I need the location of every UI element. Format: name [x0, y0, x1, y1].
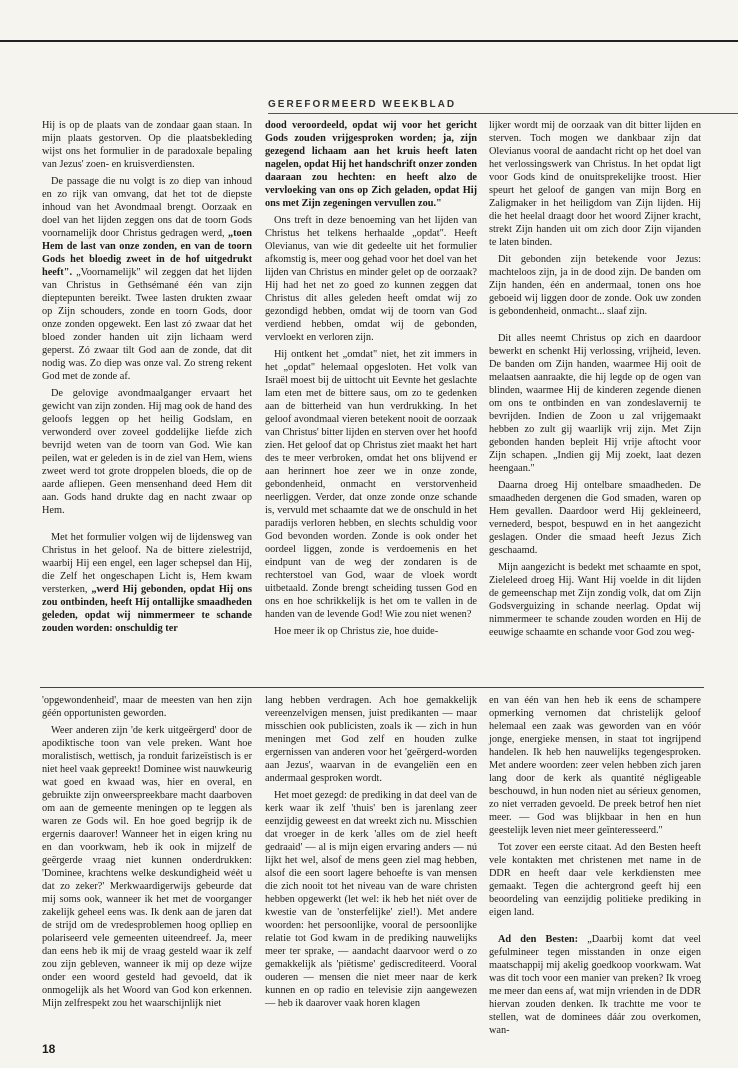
top-rule	[0, 40, 738, 42]
paragraph: De passage die nu volgt is zo diep van inhoud en zo rijk van omvang, dat het tot de diepste inhoud van het Avondmaal brengt. Oorzaak en doel van het lijden zeggen ons dat de toorn Gods voornamelijk door Christus gedragen werd, „toen Hem de last van onze zonden, en van de toorn Gods het bloedig zweet in de hof uitgedrukt heeft". „Voornamelijk" wil zeggen dat het lijden van Christus in Gethsémané één van zijn dieptepunten bereikt. Twee lasten drukten zwaar op Zijn schouders, zonde en toorn Gods, door onze zonden opgewekt. Een last zó zwaar dat het bloed zonder handen uit zijn lichaam werd geperst. Zó zwaar tilt God aan de zonde, dat dit nodig was. Zo diep was onze val. Zo streng rekent God met de zonde af.	[42, 176, 253, 382]
paragraph: Daarna droeg Hij ontelbare smaadheden. De smaadheden dergenen die God smaden, waren op Hem gevallen. Daardoor werd Hij gekleineerd, vernederd, bespot, bespuwd en in het aangezicht geslagen. Onder die smaad heeft Jezus Zich geschaamd.	[489, 480, 701, 556]
column-5	[265, 694, 477, 1014]
paragraph: 'opgewondenheid', maar de meesten van hen zijn géén opportunisten geworden.	[42, 695, 252, 719]
paragraph: dood veroordeeld, opdat wij voor het gericht Gods zouden vrijgesproken worden; ja, zijn gezegend lichaam aan het kruis heeft laten nagelen, opdat Hij het handschrift onzer zonden daaraan zou hechten: en heeft alzo de vervloeking van ons op Zich geladen, opdat Hij ons met Zijn zegeningen vervullen zou."	[265, 120, 477, 209]
header-rule	[268, 113, 738, 114]
paragraph: Weer anderen zijn 'de kerk uitgeërgerd' door de apodiktische toon van vele preken. Want hoe moralistisch, wettisch, ja ronduit farizeïstisch is er niet heel vaak gepreekt! Dominee wist nauwkeurig wat goed en kwaad was, hier en overal, en gebruikte zijn onweerspreekbare macht daarboven om aan de gemeente meningen op te leggen als waren ze Gods wil. En hoe goed begrijp ik de ergernis daarover! Wanneer het in eigen kring nu en dan voorkwam, heb ik ook in mijzelf de geërgerde vraag niet kunnen onderdrukken: 'Dominee, krachtens welke deskundigheid wéét u dat zo zeker?' Merkwaardigerwijs gebeurde dat mij soms ook, wanneer ik het met de voorganger zakelijk geheel eens was. Ik denk aan de jaren dat de strijd om de vredesproblemen hoog oplliep en polariseerd vele gemeenten uiteendreef. Ja, meer dan eens heb ik mij de vraag gesteld waar ik zelf zou zijn gebleven, wanneer ik mij op deze wijze onder een woord gesteld had gevoeld, dat ik onmogelijk als het Woord van God kon erkennen. Mijn zelfrespekt zou het waarschijnlijk niet	[42, 725, 252, 1009]
paragraph: Hij is op de plaats van de zondaar gaan staan. In mijn plaats gestorven. Op die plaatsbekleding wijst ons het formulier in de paradoxale bepaling van Jezus' zoen- en kruisverdiensten.	[42, 120, 252, 170]
paragraph: Met het formulier volgen wij de lijdensweg van Christus in het geloof. Na de bittere zielestrijd, waarbij Hij een engel, een lager schepsel dan Hij, die Zelf het ongeschapen Licht is, Hem kwam versterken, „werd Hij gebonden, opdat Hij ons zou ontbinden, heeft Hij ontallijke smaadheden geleden, opdat wij nimmermeer te schande zouden worden: onschuldig ter	[42, 532, 252, 634]
running-header: GEREFORMEERD WEEKBLAD	[268, 99, 457, 110]
paragraph: Dit alles neemt Christus op zich en daardoor bewerkt en schenkt Hij verlossing, vrijheid, leven. De banden om Zijn handen, waarmee Hij ooit de melaatsen aanraakte, die hij legde op de ogen van blinden, waarmee Hij de kinderen zegende dienen om ons te ontbinden en van zondeslavernij te bevrijden. Indien de Zoon u zal vrijgemaakt hebben zo zult gij waarlijk vrij zijn. Met Zijn gebonden handen bepleit Hij vrije aftocht voor Zijn schapen. „Indien gij Mij zoekt, laat dezen heengaan."	[489, 333, 701, 474]
section-separator	[40, 687, 704, 688]
column-4	[42, 694, 252, 1014]
column-6	[489, 694, 701, 1041]
column-3	[489, 119, 701, 643]
paragraph: De gelovige avondmaalganger ervaart het gewicht van zijn zonden. Hij mag ook de hand des geloofs leggen op het heilig Godslam, en verwonderd over zoveel goddelijke liefde zich bevrijd weten van de toorn van God. Wie kan peilen, wat er geleden is in de ziel van Hem, wiens zweet werd tot grote droppelen bloeds, die op de aarde afliepen. Geen mensenhand deed Hem dit aan. Gods hand drukte dag en nacht zwaar op Hem.	[42, 388, 252, 516]
paragraph: Hij ontkent het „omdat" niet, het zit immers in het „opdat" helemaal opgesloten. Het volk van Israël moest bij de uittocht uit Eevnte het geslachte lam eten met de bittere saus, om zo te gedenken aan de bitterheid van hun verdrukking. In het geloof avondmaal vieren betekent nooit de oorzaak van Christus' bitter lijden en sterven over het hoofd zien. Het geloof dat op Christus ziet maakt het hart des te meer verbroken, omdat het ons blijvend er aan herinnert hoe zeer we in onze zonde, gebondenheid, onmacht en verstorvenheid neerliggen. Verder, dat onze zonde onze schande is, vervuld met schaamte dat we de onschuld in het paradijs verloren hebben, en slechts schuldig voor God bevonden worden. Zonde is ook onder het oordeel liggen, zonde is verdoemenis en het eindpunt van de weg der zondaren is de rechterstoel van God, waar de vloek wordt uitbetaald. Zonde brengt scheiding tussen God en ons en hoe schrikkelijk is het om te vallen in de handen van de levende God! Wie zou niet wenen?	[265, 349, 477, 620]
paragraph: Ons treft in deze benoeming van het lijden van Christus het telkens herhaalde „opdat". Heeft Olevianus, van wie dit gedeelte uit het formulier afkomstig is, meer oog gehad voor het doel van het lijden van Christus en minder gelet op de oorzaak? Hij had het net zo goed zo kunnen zeggen dat Christus dit alles geleden heeft omdat wij zo gezondigd hebben, omdat wij de toorn van God verdiend hebben, omdat wij de gebonden, vervloekt en verloren zijn.	[265, 215, 477, 343]
paragraph: Mijn aangezicht is bedekt met schaamte en spot, Zieleleed droeg Hij. Want Hij voelde in dit lijden de gemeenschap met Zijn zondig volk, dat om Zijn Godsverguizing in schande neerlag. Opdat wij nimmermeer te schande zouden worden en Hij de eeuwige schaamte en schande voor God zou weg-	[489, 562, 701, 638]
paragraph: Het moet gezegd: de prediking in dat deel van de kerk waar ik zelf 'thuis' ben is jarenlang zeer eenzijdig geweest en dat wreekt zich nu. Misschien dat vroeger in de kerk 'alles om de ziel heeft gedraaid' — al is mijn eigen ervaring anders — nú lijkt het wel, alsof de mens geen ziel mag hebben, alsof die een soort lagere behoefte is van mensen die zich nooit tot het niveau van de ware christen hebben opgewerkt (let wel: ik heb het niét over de kwestie van de 'onsterfelijke' ziel!). Met andere woorden: het persoonlijke, vooral de persoonlijke relatie tot God kwam in de prediking nauwelijks meer ter sprake, — aandacht daarvoor werd o zo gemakkelijk als 'piëtisme' gediscrediteerd. Vooral ouderen — mensen die niet meer naar de kerk kunnen en op radio en televisie zijn aangewezen — heb ik daarover vaak horen klagen	[265, 790, 477, 1009]
paragraph: en van één van hen heb ik eens de schampere opmerking vernomen dat christelijk geloof helemaal een zaak was geworden van en vóór jonge, energieke mensen, in staat tot ingrijpend handelen. Ik heb hen nauwelijks tegengesproken. Met andere woorden: zeer velen hebben zich jaren lang door de kerk als quantité négligeable beschouwd, in hun noden niet au sérieux genomen, zo niet verraden gevoeld. De preek betrof hen niet meer. — God was blijkbaar in hen en hun geestelijk leven niet meer geïnteresseerd."	[489, 695, 701, 836]
speaker-name: Ad den Besten:	[498, 934, 579, 945]
paragraph: Ad den Besten: „Daarbij komt dat veel gefulmineer tegen misstanden in onze eigen maatschappij mij akelig goedkoop voorkwam. Wat was dit toch voor een manier van preken? Ik vroeg me meer dan eens af, wat mijn vrienden in de DDR hiervan zouden denken. Ik trachtte me voor te stellen, wat de dominees dáár zou overkomen, wan-	[489, 934, 702, 1036]
page-number: 18	[42, 1042, 56, 1056]
paragraph: lijker wordt mij de oorzaak van dit bitter lijden en sterven. Toch mogen we dankbaar zijn dat Olevianus vooral de aandacht richt op het doel van het verlossingswerk van Christus. In het opdat ligt voor Gods kind de onuitsprekelijke troost. Hier speurt het geloof de gangen van mijn Borg en Zaligmaker in het heiligdom van Zijn lijden. Hij die het heelal draagt door het woord Zijner kracht, strekt Zijn handen uit om zich door Zijn vijanden te laten binden.	[489, 120, 701, 248]
paragraph: Hoe meer ik op Christus zie, hoe duide-	[274, 626, 439, 637]
column-1	[42, 119, 252, 639]
column-2	[265, 119, 477, 642]
paragraph: Tot zover een eerste citaat. Ad den Besten heeft vele kontakten met christenen met name in de DDR en heeft daar vele kerkdiensten mee gemaakt. Tegen die achtergrond geeft hij een beoordeling van eenzijdig politieke prediking in eigen land.	[489, 842, 701, 918]
paragraph: lang hebben verdragen. Ach hoe gemakkelijk vereenzelvigen mensen, juist predikanten — maar misschien ook publicisten, zoals ik — zich in hun meningen met God zelf en houden zulke ergernissen van anderen voor het 'geërgerd-worden aan Jezus', waarvan in de evangeliën een en andermaal gesproken wordt.	[265, 695, 477, 784]
paragraph: Dit gebonden zijn betekende voor Jezus: machteloos zijn, ja in de dood zijn. De banden om Zijn handen, één en andermaal, tonen ons hoe geboeid wij liggen door de zonde. Ook uw zonden is gebondenheid, onmacht... slaaf zijn.	[489, 254, 701, 317]
